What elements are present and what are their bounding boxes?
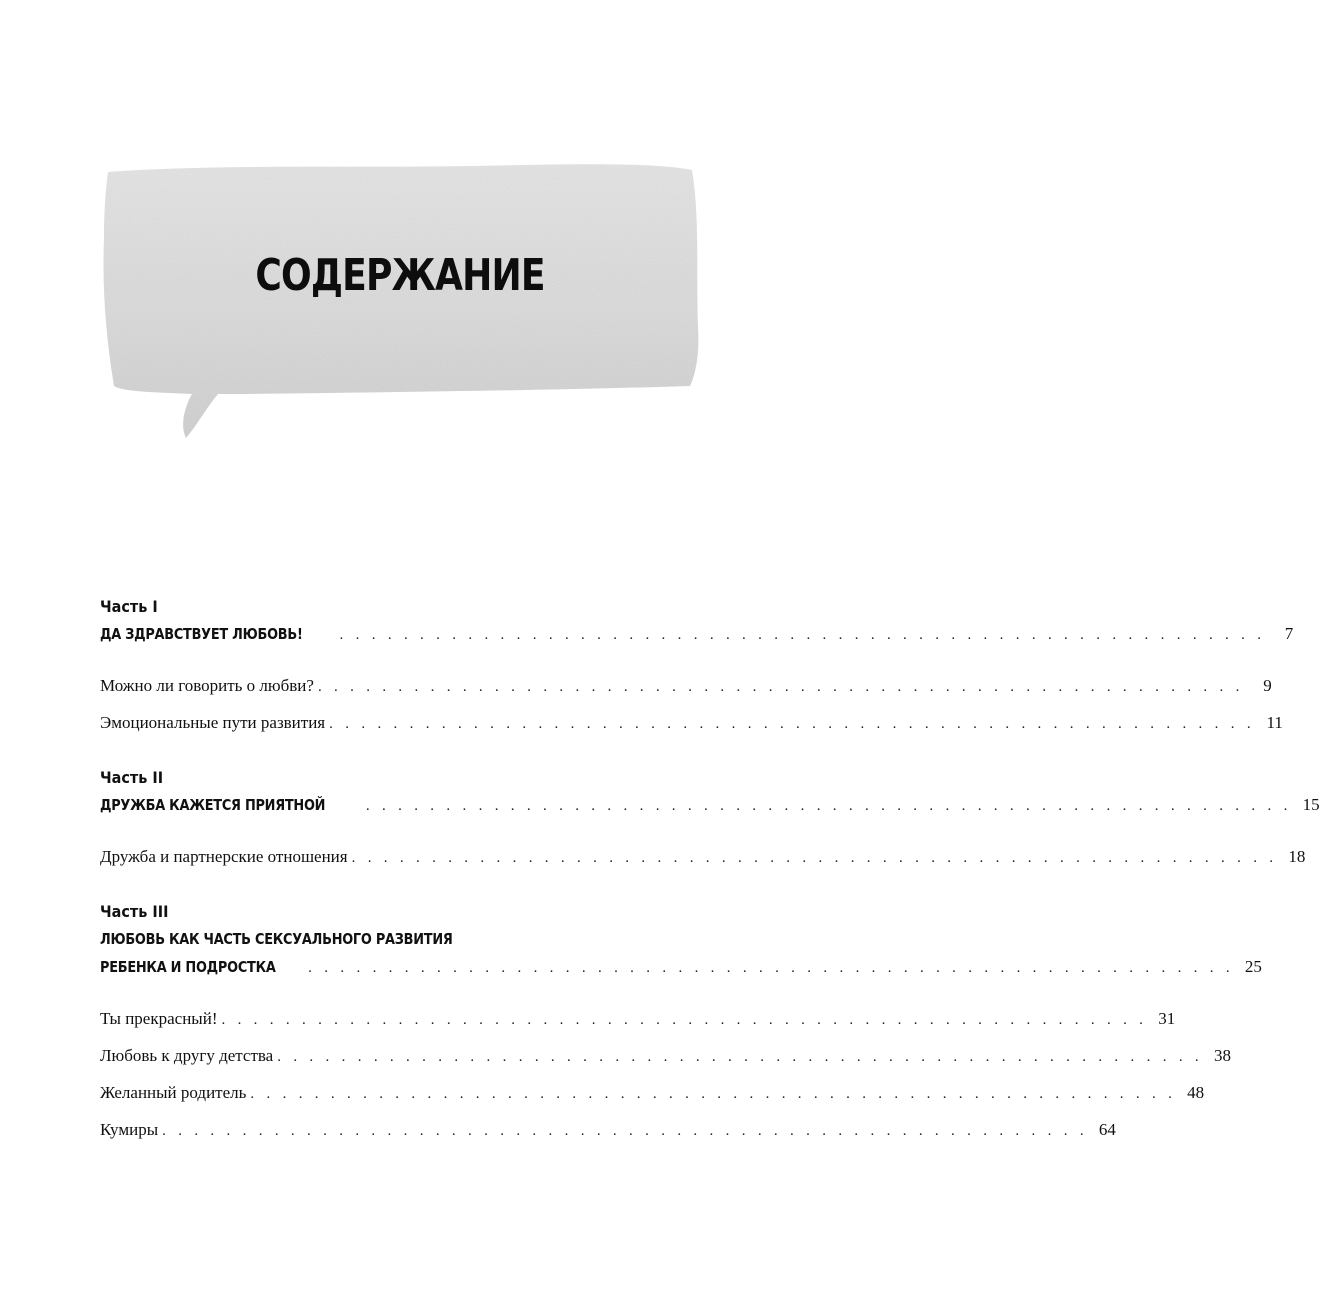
part-label: Часть III <box>100 902 169 921</box>
toc-part-3 <box>100 899 1262 1144</box>
chapter-title: Дружба и партнерские отношения <box>100 847 348 866</box>
page-number: 15 <box>1302 795 1320 814</box>
page-number: 25 <box>1244 957 1262 976</box>
chapter-title: Кумиры <box>100 1120 159 1139</box>
dot-leader: . . . . . . . . . . . . . . . . . . . . . . . . . . . . . . . . . . . . . . . . . . . . . . . . . . . . . . . . . . <box>308 960 1234 976</box>
chapter-entry[interactable] <box>100 843 1306 871</box>
page-number: 38 <box>1213 1046 1231 1065</box>
dot-leader: . . . . . . . . . . . . . . . . . . . . . . . . . . . . . . . . . . . . . . . . . . . . . . . . . . . . . . . . . . <box>162 1123 1088 1139</box>
chapter-entry[interactable] <box>100 1079 1205 1107</box>
page-number: 11 <box>1266 713 1283 732</box>
part-title-entry[interactable] <box>100 953 1262 981</box>
title-bubble <box>94 158 706 448</box>
chapter-entry[interactable] <box>100 672 1272 700</box>
dot-leader: . . . . . . . . . . . . . . . . . . . . . . . . . . . . . . . . . . . . . . . . . . . . . . . . . . . . . . . . . . <box>277 1049 1203 1065</box>
chapter-entry[interactable] <box>100 709 1283 737</box>
chapter-entry[interactable] <box>100 1042 1231 1070</box>
part-label: Часть II <box>100 768 164 787</box>
page-number: 18 <box>1288 847 1306 866</box>
page-number: 48 <box>1187 1083 1205 1102</box>
chapter-entry[interactable] <box>100 1005 1176 1033</box>
dot-leader: . . . . . . . . . . . . . . . . . . . . . . . . . . . . . . . . . . . . . . . . . . . . . . . . . . . . . . . . . . <box>329 716 1255 732</box>
chapter-entry[interactable] <box>100 1116 1116 1144</box>
chapter-title: Желанный родитель <box>100 1083 247 1102</box>
table-of-contents <box>100 594 1320 1144</box>
part-label: Часть I <box>100 597 158 616</box>
chapter-title: Ты прекрасный! <box>100 1009 218 1028</box>
dot-leader: . . . . . . . . . . . . . . . . . . . . . . . . . . . . . . . . . . . . . . . . . . . . . . . . . . . . . . . . . . <box>339 627 1266 643</box>
page-number: 7 <box>1284 624 1294 643</box>
contents-heading: СОДЕРЖАНИЕ <box>255 250 545 301</box>
chapter-title: Любовь к другу детства <box>100 1046 274 1065</box>
toc-part-2 <box>100 765 1320 871</box>
chapter-title: Эмоциональные пути развития <box>100 713 326 732</box>
part-title-entry[interactable] <box>100 620 1294 648</box>
dot-leader: . . . . . . . . . . . . . . . . . . . . . . . . . . . . . . . . . . . . . . . . . . . . . . . . . . . . . . . . . . <box>365 798 1292 814</box>
dot-leader: . . . . . . . . . . . . . . . . . . . . . . . . . . . . . . . . . . . . . . . . . . . . . . . . . . . . . . . . . . <box>221 1012 1148 1028</box>
page-number: 9 <box>1263 676 1272 695</box>
chapter-title: Можно ли говорить о любви? <box>100 676 314 695</box>
toc-part-1 <box>100 594 1294 737</box>
page-number: 31 <box>1158 1009 1176 1028</box>
part-title-entry[interactable] <box>100 791 1320 819</box>
part-title: РЕБЕНКА И ПОДРОСТКА <box>100 958 276 976</box>
part-title-first-line: ЛЮБОВЬ КАК ЧАСТЬ СЕКСУАЛЬНОГО РАЗВИТИЯ <box>100 930 453 948</box>
part-title: ДА ЗДРАВСТВУЕТ ЛЮБОВЬ! <box>100 625 303 643</box>
dot-leader: . . . . . . . . . . . . . . . . . . . . . . . . . . . . . . . . . . . . . . . . . . . . . . . . . . . . . . . . . . <box>317 679 1244 695</box>
page-number: 64 <box>1098 1120 1116 1139</box>
dot-leader: . . . . . . . . . . . . . . . . . . . . . . . . . . . . . . . . . . . . . . . . . . . . . . . . . . . . . . . . . . <box>250 1086 1177 1102</box>
part-title: ДРУЖБА КАЖЕТСЯ ПРИЯТНОЙ <box>100 796 326 814</box>
speech-bubble-shape <box>94 158 706 448</box>
dot-leader: . . . . . . . . . . . . . . . . . . . . . . . . . . . . . . . . . . . . . . . . . . . . . . . . . . . . . . . . . . <box>351 850 1278 866</box>
